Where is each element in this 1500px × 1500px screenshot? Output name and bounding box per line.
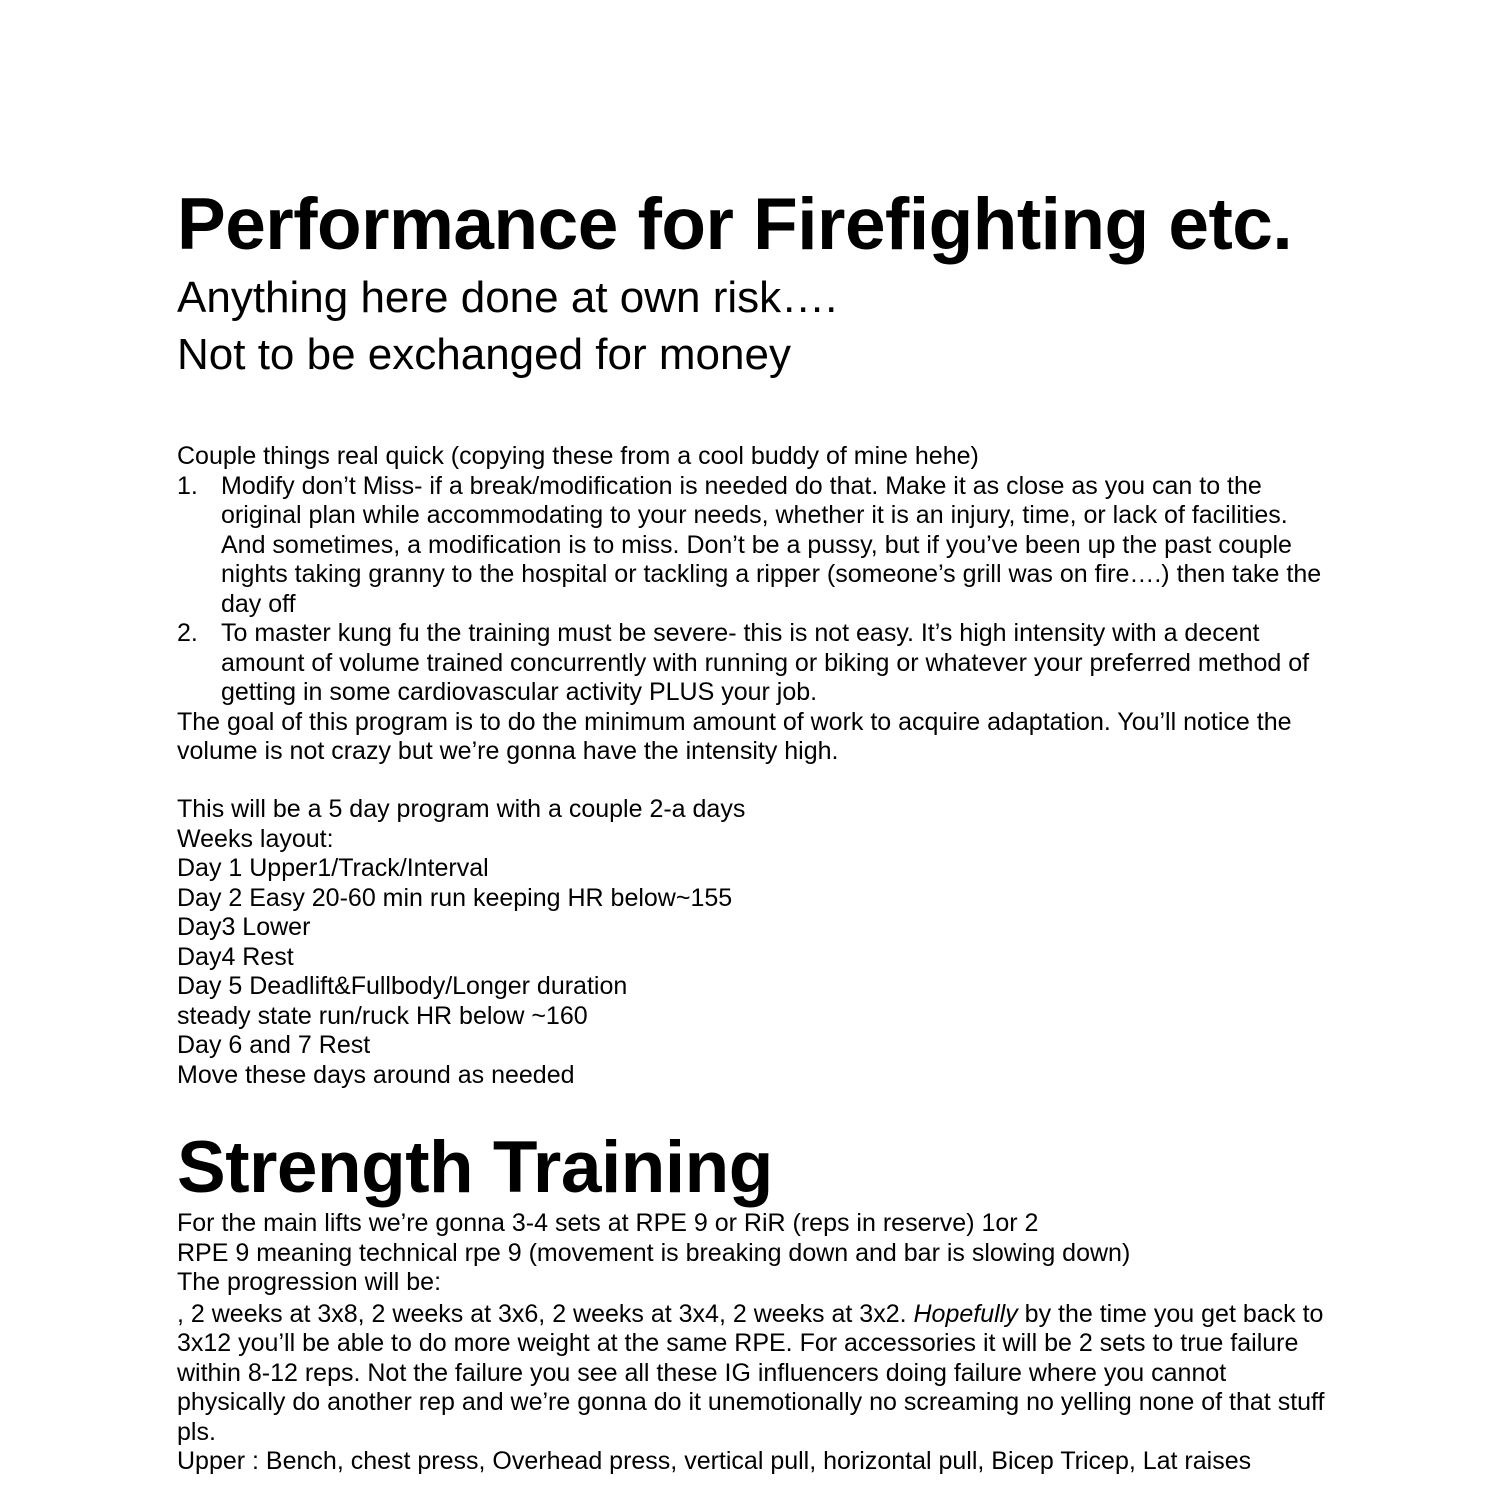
intro-lead: Couple things real quick (copying these from a cool buddy of mine hehe) xyxy=(177,442,979,470)
disclaimer-line-money: Not to be exchanged for money xyxy=(177,330,791,379)
progression-paragraph xyxy=(177,1300,1337,1448)
schedule-line: Day4 Rest xyxy=(177,942,294,971)
schedule-line: Day 2 Easy 20-60 min run keeping HR below~155 xyxy=(177,883,733,912)
progression-emphasis: Hopefully xyxy=(913,1299,1018,1328)
schedule-line: steady state run/ruck HR below ~160 xyxy=(177,1001,588,1030)
schedule-line: Move these days around as needed xyxy=(177,1060,575,1089)
schedule-line: Weeks layout: xyxy=(177,824,334,853)
upper-exercises: Upper : Bench, chest press, Overhead press, vertical pull, horizontal pull, Bicep Tricep, Lat raises xyxy=(177,1447,1252,1475)
schedule-line: Day3 Lower xyxy=(177,913,311,941)
schedule-line: Day 6 and 7 Rest xyxy=(177,1031,371,1059)
strength-line: For the main lifts we’re gonna 3-4 sets at RPE 9 or RiR (reps in reserve) 1or 2 xyxy=(177,1209,1039,1237)
weekly-schedule xyxy=(177,795,1337,1090)
list-item xyxy=(177,472,1337,620)
strength-heading: Strength Training xyxy=(177,1127,773,1208)
document-title: Performance for Firefighting etc. xyxy=(177,184,1293,265)
schedule-line: Day 5 Deadlift&Fullbody/Longer duration xyxy=(177,972,628,1000)
list-item xyxy=(177,619,1337,708)
rule-text-severe: To master kung fu the training must be severe- this is not easy. It’s high intensity with a decent amount of volume trained concurrently with running or biking or whatever your preferred method of getting in some cardiovascular activity PLUS your job. xyxy=(221,619,1310,706)
list-number: 2. xyxy=(177,619,198,647)
progression-text-end: by the time you get back to 3x12 you’ll be able to do more weight at the same RPE. For accessories it will be 2 sets to true failure within 8-12 reps. Not the failure you see all these IG influencers doing failure where you cannot physically do another rep and we’re gonna do it unemotionally no screaming no yelling none of that stuff pls. xyxy=(177,1299,1325,1446)
strength-line: RPE 9 meaning technical rpe 9 (movement is breaking down and bar is slowing down) xyxy=(177,1238,1131,1267)
rules-list xyxy=(177,472,1337,708)
strength-section xyxy=(177,1209,1337,1477)
strength-line: The progression will be: xyxy=(177,1268,442,1296)
intro-section xyxy=(177,442,1337,767)
program-goal: The goal of this program is to do the minimum amount of work to acquire adaptation. You’ll notice the volume is not crazy but we’re gonna have the intensity high. xyxy=(177,707,1292,765)
list-number: 1. xyxy=(177,471,198,500)
schedule-line: Day 1 Upper1/Track/Interval xyxy=(177,854,489,882)
schedule-line: This will be a 5 day program with a couple 2-a days xyxy=(177,795,746,823)
disclaimer-line-risk: Anything here done at own risk…. xyxy=(177,273,838,322)
rule-text-modify: Modify don’t Miss- if a break/modification is needed do that. Make it as close as you can to the original plan while accommodating to your needs, whether it is an injury, time, or lack of facilities. And sometimes, a modification is to miss. Don’t be a pussy, but if you’ve been up the past couple nights taking granny to the hospital or tackling a ripper (someone’s grill was on fire….) then take the day off xyxy=(221,471,1322,618)
progression-text-start: , 2 weeks at 3x8, 2 weeks at 3x6, 2 weeks at 3x4, 2 weeks at 3x2. xyxy=(177,1299,914,1328)
